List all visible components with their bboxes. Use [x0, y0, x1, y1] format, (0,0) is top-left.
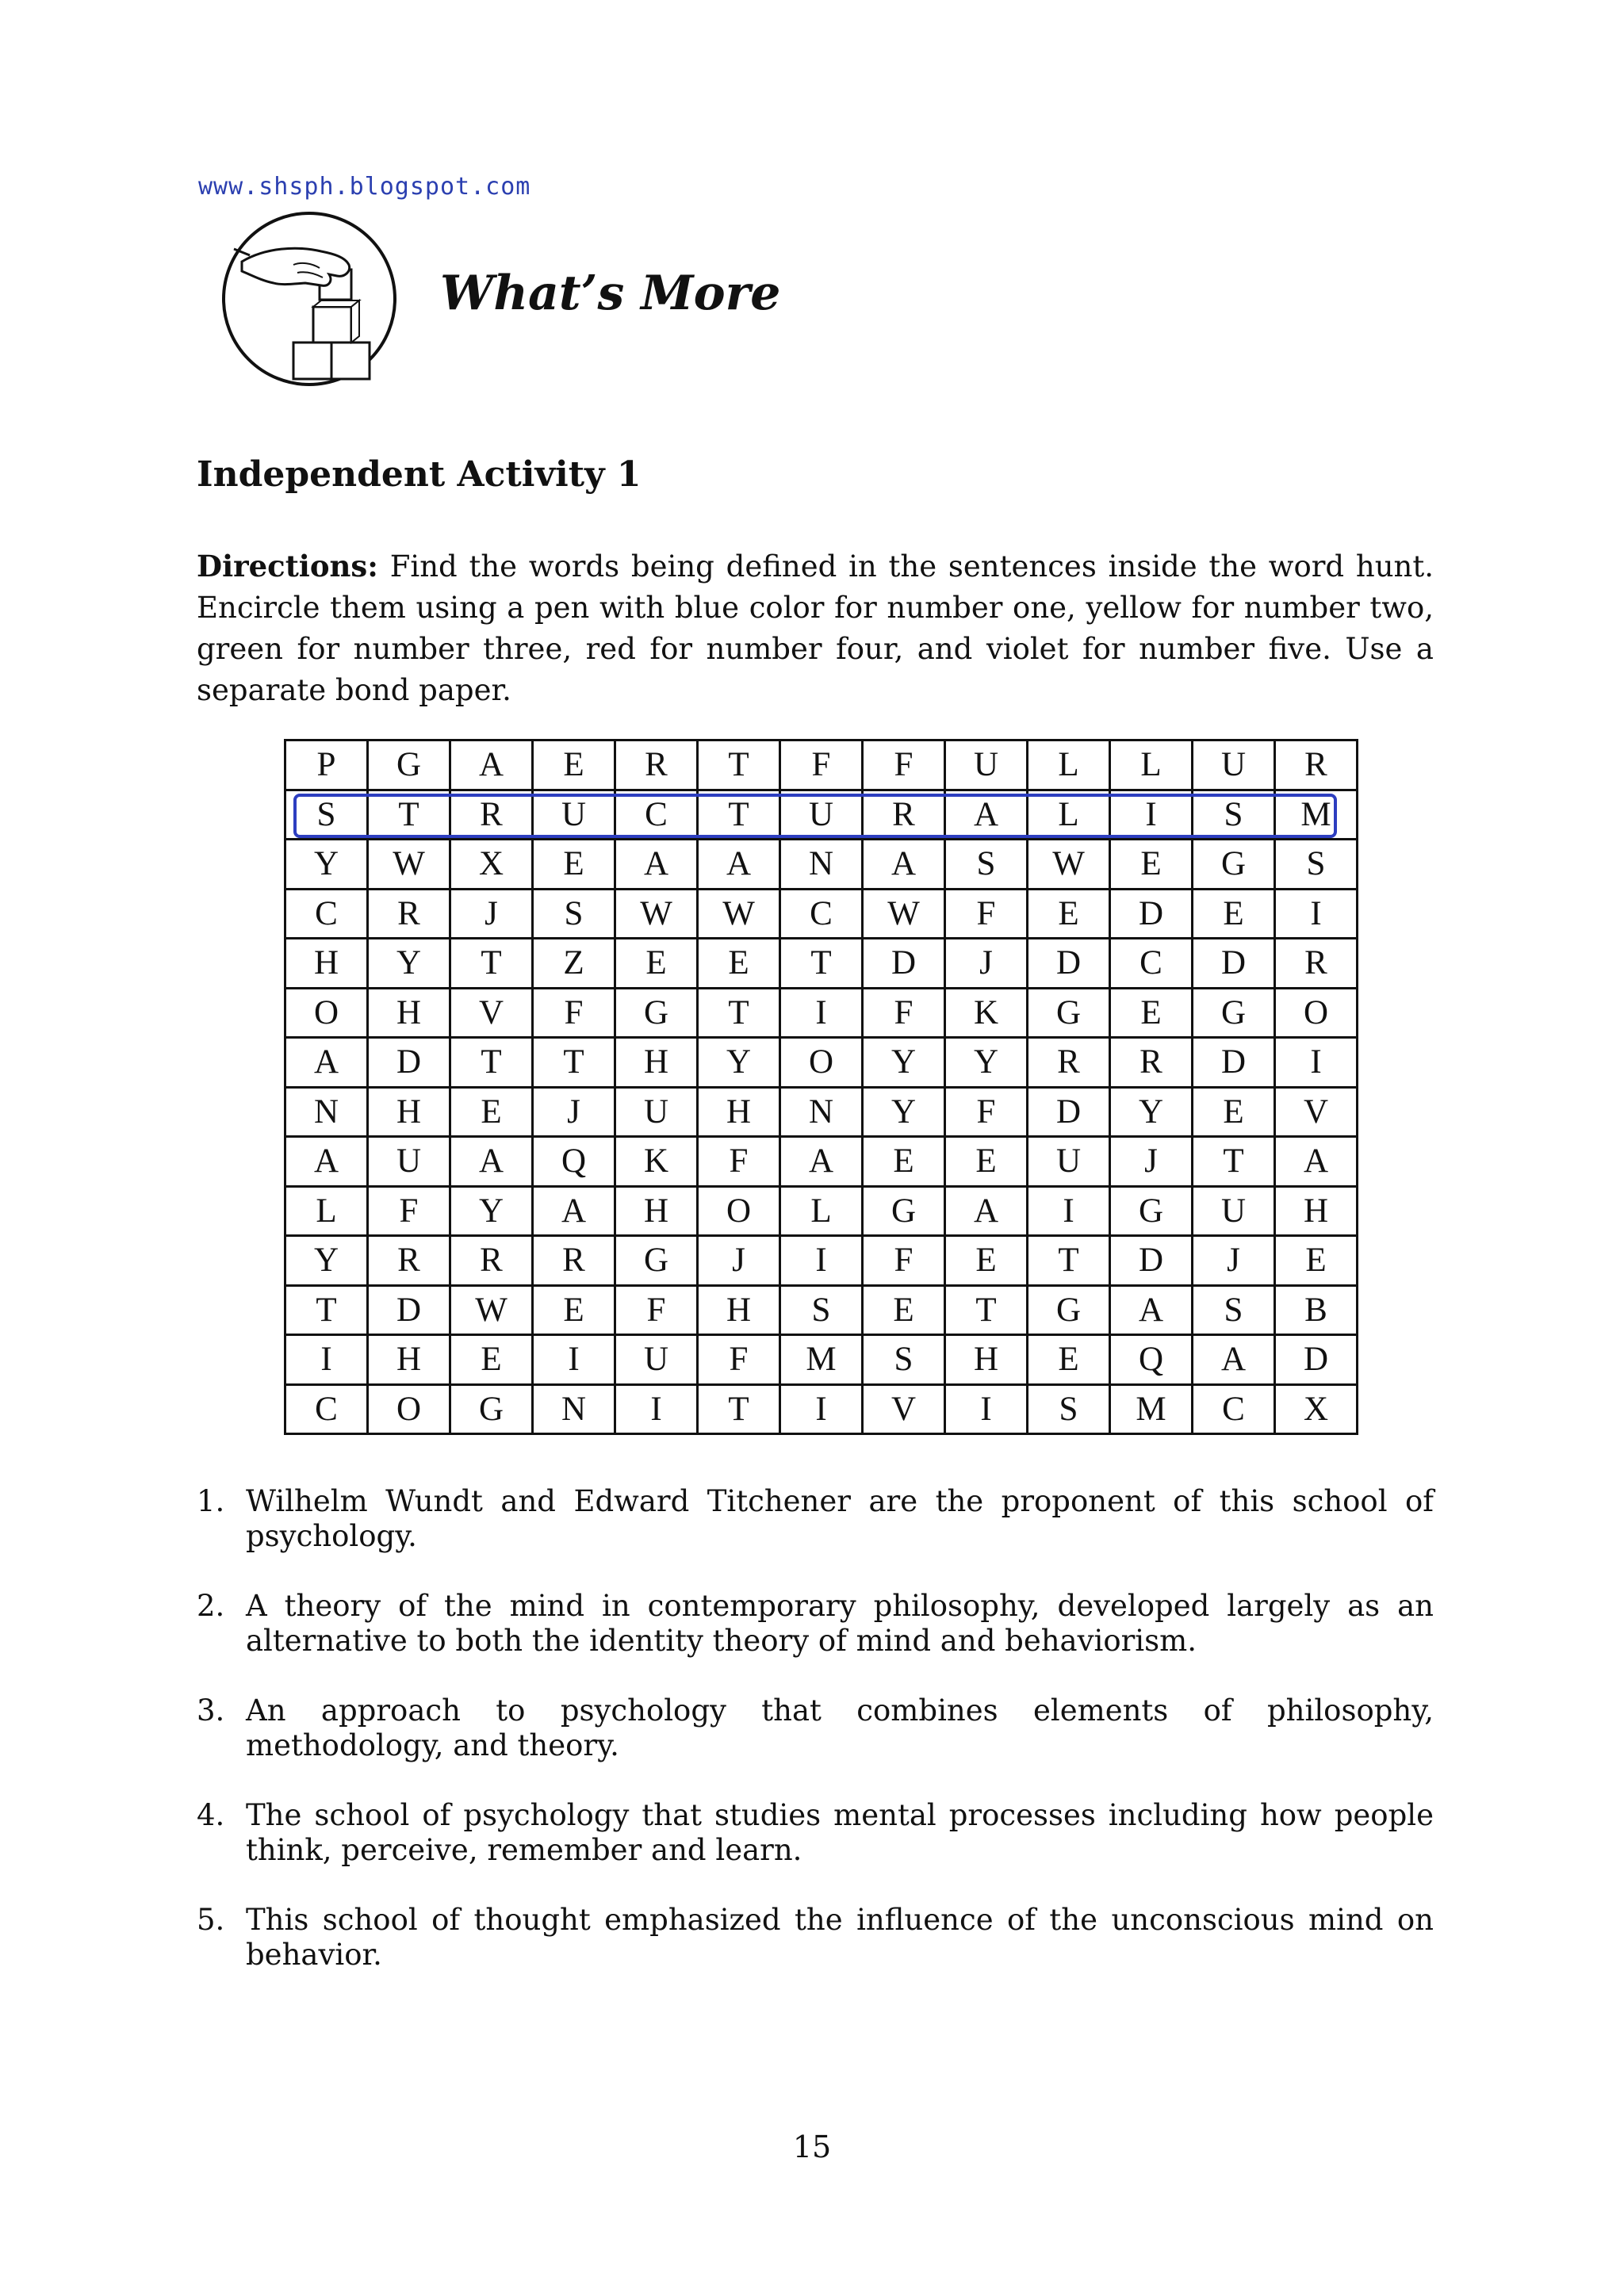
grid-cell[interactable]: B	[1275, 1285, 1358, 1335]
grid-cell[interactable]: S	[1028, 1384, 1110, 1434]
grid-cell[interactable]: J	[945, 939, 1028, 989]
grid-cell[interactable]: G	[1028, 988, 1110, 1038]
grid-cell[interactable]: W	[1028, 840, 1110, 890]
grid-cell[interactable]: I	[285, 1335, 368, 1385]
grid-cell[interactable]: O	[780, 1038, 863, 1088]
grid-cell[interactable]: U	[1193, 740, 1275, 790]
grid-cell[interactable]: Y	[285, 1236, 368, 1286]
grid-cell[interactable]: I	[1275, 889, 1358, 939]
grid-cell[interactable]: T	[450, 1038, 533, 1088]
grid-cell[interactable]: A	[698, 840, 780, 890]
grid-cell[interactable]: W	[698, 889, 780, 939]
question-text: This school of thought emphasized the influence of the unconscious mind on behavior.	[246, 1903, 1434, 1972]
grid-cell[interactable]: F	[945, 889, 1028, 939]
grid-cell[interactable]: R	[1275, 740, 1358, 790]
structuralism-circle	[293, 794, 1337, 838]
grid-cell[interactable]: E	[1193, 889, 1275, 939]
hand-stacking-blocks-icon	[218, 208, 400, 390]
grid-cell[interactable]: T	[1028, 1236, 1110, 1286]
grid-cell[interactable]: M	[1275, 790, 1358, 840]
grid-cell[interactable]: R	[1275, 939, 1358, 989]
grid-cell[interactable]: L	[1028, 790, 1110, 840]
grid-cell[interactable]: F	[863, 740, 945, 790]
grid-cell[interactable]: E	[615, 939, 698, 989]
grid-cell[interactable]: E	[945, 1236, 1028, 1286]
grid-cell[interactable]: G	[1028, 1285, 1110, 1335]
grid-cell[interactable]: D	[1193, 1038, 1275, 1088]
grid-cell[interactable]: R	[450, 1236, 533, 1286]
grid-cell[interactable]: Y	[1110, 1087, 1193, 1137]
directions-label: Directions:	[197, 549, 378, 584]
question-text: Wilhelm Wundt and Edward Titchener are the proponent of this school of psychology.	[246, 1484, 1434, 1553]
grid-cell[interactable]: E	[1028, 889, 1110, 939]
grid-cell[interactable]: H	[615, 1186, 698, 1236]
grid-cell[interactable]: F	[368, 1186, 450, 1236]
grid-cell[interactable]: R	[450, 790, 533, 840]
question-item	[197, 1589, 1434, 1659]
grid-cell[interactable]: J	[450, 889, 533, 939]
grid-cell[interactable]: R	[863, 790, 945, 840]
question-text: The school of psychology that studies mental processes including how people think, perceive, remember and learn.	[246, 1798, 1434, 1867]
grid-cell[interactable]: G	[1193, 988, 1275, 1038]
question-number: 1.	[197, 1484, 225, 1518]
question-number: 2.	[197, 1589, 225, 1623]
grid-cell[interactable]: N	[780, 840, 863, 890]
grid-row	[285, 840, 1358, 890]
grid-cell[interactable]: Y	[945, 1038, 1028, 1088]
directions-text: Find the words being defined in the sentences inside the word hunt. Encircle them using a pen with blue color for number one, yellow for number two, green for number three, red for number four, and violet for number five. Use a separate bond paper.	[197, 549, 1434, 707]
grid-cell[interactable]: D	[1028, 939, 1110, 989]
grid-cell[interactable]: H	[698, 1285, 780, 1335]
grid-cell[interactable]: I	[1110, 790, 1193, 840]
grid-cell[interactable]: D	[1028, 1087, 1110, 1137]
grid-cell[interactable]: A	[1193, 1335, 1275, 1385]
grid-cell[interactable]: H	[615, 1038, 698, 1088]
grid-row	[285, 1285, 1358, 1335]
grid-cell[interactable]: U	[1193, 1186, 1275, 1236]
grid-cell[interactable]: R	[368, 1236, 450, 1286]
grid-cell[interactable]: O	[285, 988, 368, 1038]
grid-cell[interactable]: Q	[533, 1137, 615, 1187]
grid-cell[interactable]: I	[1275, 1038, 1358, 1088]
grid-cell[interactable]: T	[368, 790, 450, 840]
page-number: 15	[792, 2130, 832, 2164]
grid-cell[interactable]: M	[780, 1335, 863, 1385]
grid-cell[interactable]: N	[533, 1384, 615, 1434]
grid-cell[interactable]: F	[863, 1236, 945, 1286]
grid-cell[interactable]: T	[945, 1285, 1028, 1335]
grid-cell[interactable]: Q	[1110, 1335, 1193, 1385]
grid-cell[interactable]: R	[1110, 1038, 1193, 1088]
grid-cell[interactable]: Y	[285, 840, 368, 890]
grid-cell[interactable]: L	[1028, 740, 1110, 790]
grid-cell[interactable]: M	[1110, 1384, 1193, 1434]
grid-cell[interactable]: T	[285, 1285, 368, 1335]
grid-cell[interactable]: J	[1193, 1236, 1275, 1286]
grid-row	[285, 988, 1358, 1038]
grid-cell[interactable]: F	[698, 1137, 780, 1187]
grid-cell[interactable]: W	[450, 1285, 533, 1335]
section-title: What’s More	[440, 266, 781, 321]
grid-cell[interactable]: K	[945, 988, 1028, 1038]
grid-cell[interactable]: C	[285, 889, 368, 939]
grid-cell[interactable]: F	[698, 1335, 780, 1385]
grid-cell[interactable]: A	[285, 1137, 368, 1187]
grid-cell[interactable]: A	[615, 840, 698, 890]
grid-cell[interactable]: S	[1193, 790, 1275, 840]
grid-cell[interactable]: N	[285, 1087, 368, 1137]
grid-cell[interactable]: G	[368, 740, 450, 790]
grid-cell[interactable]: I	[780, 988, 863, 1038]
grid-cell[interactable]: U	[780, 790, 863, 840]
grid-cell[interactable]: H	[945, 1335, 1028, 1385]
grid-row	[285, 1137, 1358, 1187]
grid-cell[interactable]: E	[533, 840, 615, 890]
grid-cell[interactable]: Y	[863, 1038, 945, 1088]
grid-cell[interactable]: A	[1110, 1285, 1193, 1335]
grid-cell[interactable]: Y	[368, 939, 450, 989]
grid-cell[interactable]: V	[450, 988, 533, 1038]
grid-cell[interactable]: S	[1275, 840, 1358, 890]
grid-cell[interactable]: T	[698, 790, 780, 840]
grid-cell[interactable]: F	[863, 988, 945, 1038]
grid-cell[interactable]: F	[945, 1087, 1028, 1137]
question-number: 4.	[197, 1798, 225, 1832]
grid-cell[interactable]: E	[1275, 1236, 1358, 1286]
grid-cell[interactable]: Y	[450, 1186, 533, 1236]
grid-cell[interactable]: F	[615, 1285, 698, 1335]
grid-cell[interactable]: N	[780, 1087, 863, 1137]
grid-cell[interactable]: Y	[698, 1038, 780, 1088]
grid-cell[interactable]: D	[368, 1038, 450, 1088]
grid-cell[interactable]: T	[533, 1038, 615, 1088]
grid-cell[interactable]: E	[863, 1285, 945, 1335]
grid-cell[interactable]: E	[1193, 1087, 1275, 1137]
grid-cell[interactable]: T	[1193, 1137, 1275, 1187]
grid-cell[interactable]: C	[615, 790, 698, 840]
grid-cell[interactable]: J	[533, 1087, 615, 1137]
grid-cell[interactable]: W	[863, 889, 945, 939]
word-hunt-grid	[284, 739, 1358, 1435]
grid-row	[285, 939, 1358, 989]
grid-cell[interactable]: G	[1193, 840, 1275, 890]
grid-cell[interactable]: A	[1275, 1137, 1358, 1187]
directions-paragraph	[197, 545, 1434, 711]
grid-cell[interactable]: I	[780, 1384, 863, 1434]
grid-cell[interactable]: F	[780, 740, 863, 790]
grid-cell[interactable]: I	[945, 1384, 1028, 1434]
question-number: 5.	[197, 1903, 225, 1937]
grid-cell[interactable]: H	[1275, 1186, 1358, 1236]
grid-cell[interactable]: E	[533, 1285, 615, 1335]
grid-cell[interactable]: S	[1193, 1285, 1275, 1335]
grid-row	[285, 1038, 1358, 1088]
grid-cell[interactable]: H	[368, 1335, 450, 1385]
grid-cell[interactable]: G	[863, 1186, 945, 1236]
grid-cell[interactable]: E	[863, 1137, 945, 1187]
grid-cell[interactable]: S	[780, 1285, 863, 1335]
grid-cell[interactable]: O	[368, 1384, 450, 1434]
grid-cell[interactable]: A	[945, 790, 1028, 840]
grid-cell[interactable]: E	[945, 1137, 1028, 1187]
grid-cell[interactable]: X	[1275, 1384, 1358, 1434]
grid-cell[interactable]: O	[1275, 988, 1358, 1038]
grid-row	[285, 889, 1358, 939]
grid-row	[285, 1384, 1358, 1434]
grid-cell[interactable]: A	[533, 1186, 615, 1236]
grid-cell[interactable]: P	[285, 740, 368, 790]
grid-cell[interactable]: S	[285, 790, 368, 840]
grid-cell[interactable]: S	[863, 1335, 945, 1385]
question-item	[197, 1484, 1434, 1554]
grid-cell[interactable]: D	[1193, 939, 1275, 989]
grid-cell[interactable]: V	[863, 1384, 945, 1434]
grid-cell[interactable]: K	[615, 1137, 698, 1187]
grid-cell[interactable]: U	[533, 790, 615, 840]
grid-row	[285, 1236, 1358, 1286]
grid-cell[interactable]: G	[1110, 1186, 1193, 1236]
grid-row	[285, 1335, 1358, 1385]
grid-cell[interactable]: E	[533, 740, 615, 790]
grid-cell[interactable]: H	[368, 1087, 450, 1137]
grid-cell[interactable]: G	[615, 988, 698, 1038]
question-item	[197, 1798, 1434, 1868]
grid-cell[interactable]: W	[615, 889, 698, 939]
grid-cell[interactable]: L	[1110, 740, 1193, 790]
grid-cell[interactable]: D	[1110, 1236, 1193, 1286]
grid-cell[interactable]: H	[285, 939, 368, 989]
grid-cell[interactable]: A	[780, 1137, 863, 1187]
grid-cell[interactable]: U	[368, 1137, 450, 1187]
activity-title: Independent Activity 1	[197, 454, 642, 495]
grid-cell[interactable]: L	[780, 1186, 863, 1236]
grid-cell[interactable]: D	[863, 939, 945, 989]
grid-cell[interactable]: V	[1275, 1087, 1358, 1137]
grid-cell[interactable]: U	[615, 1335, 698, 1385]
grid-cell[interactable]: G	[615, 1236, 698, 1286]
grid-cell[interactable]: I	[533, 1335, 615, 1385]
grid-cell[interactable]: X	[450, 840, 533, 890]
grid-row	[285, 1186, 1358, 1236]
grid-cell[interactable]: A	[945, 1186, 1028, 1236]
grid-cell[interactable]: R	[533, 1236, 615, 1286]
grid-cell[interactable]: J	[1110, 1137, 1193, 1187]
grid-cell[interactable]: U	[1028, 1137, 1110, 1187]
grid-cell[interactable]: I	[615, 1384, 698, 1434]
grid-cell[interactable]: Y	[863, 1087, 945, 1137]
grid-cell[interactable]: E	[1110, 988, 1193, 1038]
grid-row	[285, 740, 1358, 790]
grid-row	[285, 1087, 1358, 1137]
grid-cell[interactable]: Z	[533, 939, 615, 989]
grid-cell[interactable]: A	[450, 740, 533, 790]
grid-cell[interactable]: C	[780, 889, 863, 939]
grid-cell[interactable]: U	[615, 1087, 698, 1137]
grid-cell[interactable]: L	[285, 1186, 368, 1236]
grid-cell[interactable]: C	[1193, 1384, 1275, 1434]
question-item	[197, 1693, 1434, 1763]
grid-cell[interactable]: R	[368, 889, 450, 939]
grid-cell[interactable]: W	[368, 840, 450, 890]
question-text: An approach to psychology that combines elements of philosophy, methodology, and theory.	[246, 1693, 1434, 1762]
grid-cell[interactable]: E	[1028, 1335, 1110, 1385]
grid-cell[interactable]: U	[945, 740, 1028, 790]
grid-cell[interactable]: A	[450, 1137, 533, 1187]
grid-cell[interactable]: A	[285, 1038, 368, 1088]
grid-cell[interactable]: E	[450, 1335, 533, 1385]
grid-cell[interactable]: I	[780, 1236, 863, 1286]
grid-cell[interactable]: R	[615, 740, 698, 790]
grid-cell[interactable]: A	[863, 840, 945, 890]
grid-cell[interactable]: H	[698, 1087, 780, 1137]
grid-cell[interactable]: D	[1110, 889, 1193, 939]
grid-cell[interactable]: E	[1110, 840, 1193, 890]
grid-cell[interactable]: C	[1110, 939, 1193, 989]
question-list	[197, 1484, 1434, 2007]
grid-cell[interactable]: R	[1028, 1038, 1110, 1088]
grid-cell[interactable]: T	[698, 1384, 780, 1434]
grid-cell[interactable]: D	[368, 1285, 450, 1335]
grid-cell[interactable]: G	[450, 1384, 533, 1434]
blog-url[interactable]: www.shsph.blogspot.com	[198, 173, 531, 201]
grid-cell[interactable]: D	[1275, 1335, 1358, 1385]
grid-cell[interactable]: F	[533, 988, 615, 1038]
grid-cell[interactable]: T	[780, 939, 863, 989]
grid-cell[interactable]: J	[698, 1236, 780, 1286]
grid-cell[interactable]: E	[450, 1087, 533, 1137]
grid-cell[interactable]: E	[698, 939, 780, 989]
question-item	[197, 1903, 1434, 1973]
grid-cell[interactable]: S	[945, 840, 1028, 890]
grid-cell[interactable]: T	[698, 988, 780, 1038]
grid-cell[interactable]: O	[698, 1186, 780, 1236]
grid-cell[interactable]: S	[533, 889, 615, 939]
grid-cell[interactable]: C	[285, 1384, 368, 1434]
question-text: A theory of the mind in contemporary philosophy, developed largely as an alternative to both the identity theory of mind and behaviorism.	[246, 1589, 1434, 1658]
question-number: 3.	[197, 1693, 225, 1728]
grid-cell[interactable]: T	[698, 740, 780, 790]
grid-cell[interactable]: I	[1028, 1186, 1110, 1236]
grid-cell[interactable]: H	[368, 988, 450, 1038]
grid-cell[interactable]: T	[450, 939, 533, 989]
